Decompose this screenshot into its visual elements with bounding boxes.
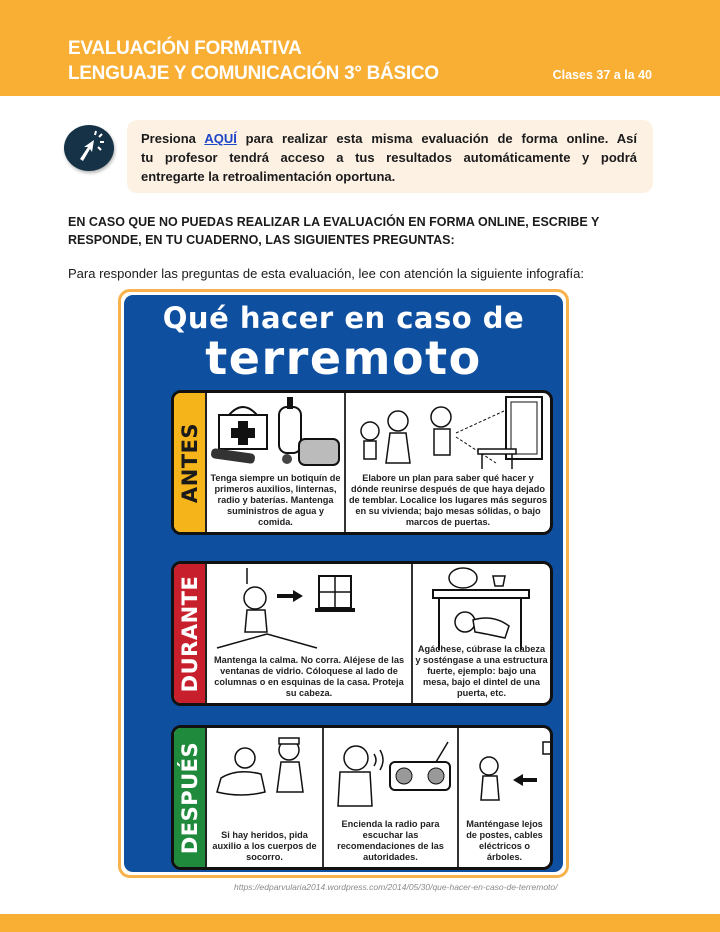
notice-line1-rest: para realizar esta misma evaluación de forma online. Así — [236, 131, 638, 146]
infographic-title-line1: Qué hacer en caso de — [162, 301, 525, 335]
child-away-from-pole-illustration — [459, 728, 553, 813]
header-classes: Clases 37 a la 40 — [552, 68, 652, 82]
section-durante — [171, 561, 553, 706]
caption: Agáchese, cúbrase la cabeza y sosténgase a una estructura fuerte, ejemplo: bajo una mesa, bajo el dintel de una puerta, etc. — [415, 644, 548, 698]
page-footer-bar — [0, 914, 720, 932]
cursor-click-icon — [64, 125, 114, 171]
section-antes — [171, 390, 553, 535]
caption: Si hay heridos, pida auxilio a los cuerpos de socorro. — [212, 830, 317, 862]
earthquake-infographic — [118, 289, 569, 878]
child-away-from-window-illustration — [207, 564, 413, 654]
notice-line3: entregarte la retroalimentación oportuna. — [141, 169, 396, 184]
notice-line2: tu profesor tendrá acceso a tus resultados automáticamente y podrá — [141, 150, 637, 165]
caption: Tenga siempre un botiquín de primeros auxilios, linternas, radio y baterías. Mantenga suministros de agua y comida. — [210, 473, 341, 527]
offline-instructions: EN CASO QUE NO PUEDAS REALIZAR LA EVALUACIÓN EN FORMA ONLINE, ESCRIBE Y RESPONDE, EN TU CUADERNO, LAS SIGUIENTES PREGUNTAS: — [68, 215, 600, 247]
despues-cell-injured — [207, 728, 324, 867]
antes-cell-emergency-kit — [207, 393, 346, 532]
radio-illustration — [324, 728, 459, 813]
infographic-title-line2: terremoto — [205, 331, 482, 385]
section-label-antes: ANTES — [174, 393, 207, 532]
intro-text: Para responder las preguntas de esta evaluación, lee con atención la siguiente infografía: — [68, 266, 585, 281]
antes-cell-plan — [346, 393, 550, 532]
online-notice — [127, 120, 653, 193]
durante-cell-stay-calm — [207, 564, 413, 703]
page-header — [0, 0, 720, 96]
family-plan-illustration — [346, 393, 551, 478]
despues-cell-radio — [324, 728, 459, 867]
caption: Mantenga la calma. No corra. Aléjese de las ventanas de vidrio. Cóloquese al lado de columnas o en esquinas de la casa. Proteja su cabeza. — [213, 655, 405, 698]
notice-line1 — [141, 129, 637, 148]
despues-cell-stay-away — [459, 728, 550, 867]
caption: Elabore un plan para saber qué hacer y dónde reunirse después de que haya dejado de temblar. Localice los lugares más seguros en su vivienda; bajo mesas sólidas, o bajo marcos de puertas. — [348, 473, 548, 527]
header-title-line2: LENGUAJE Y COMUNICACIÓN 3° BÁSICO — [68, 63, 439, 84]
caption: Encienda la radio para escuchar las recomendaciones de las autoridades. — [337, 819, 444, 862]
durante-cell-take-cover — [413, 564, 550, 703]
helping-injured-illustration — [207, 728, 324, 813]
section-despues — [171, 725, 553, 870]
notice-prefix: Presiona — [141, 131, 205, 146]
first-aid-kit-icon — [207, 393, 346, 478]
section-label-despues: DESPUÉS — [174, 728, 207, 867]
online-evaluation-link[interactable]: AQUÍ — [204, 131, 237, 146]
source-url: https://edparvularia2014.wordpress.com/2014/05/30/que-hacer-en-caso-de-terremoto/ — [234, 882, 558, 892]
header-title-line1: EVALUACIÓN FORMATIVA — [68, 38, 302, 59]
section-label-durante: DURANTE — [174, 564, 207, 703]
caption: Manténgase lejos de postes, cables eléctricos o árboles. — [466, 819, 543, 862]
child-under-table-illustration — [413, 564, 553, 654]
